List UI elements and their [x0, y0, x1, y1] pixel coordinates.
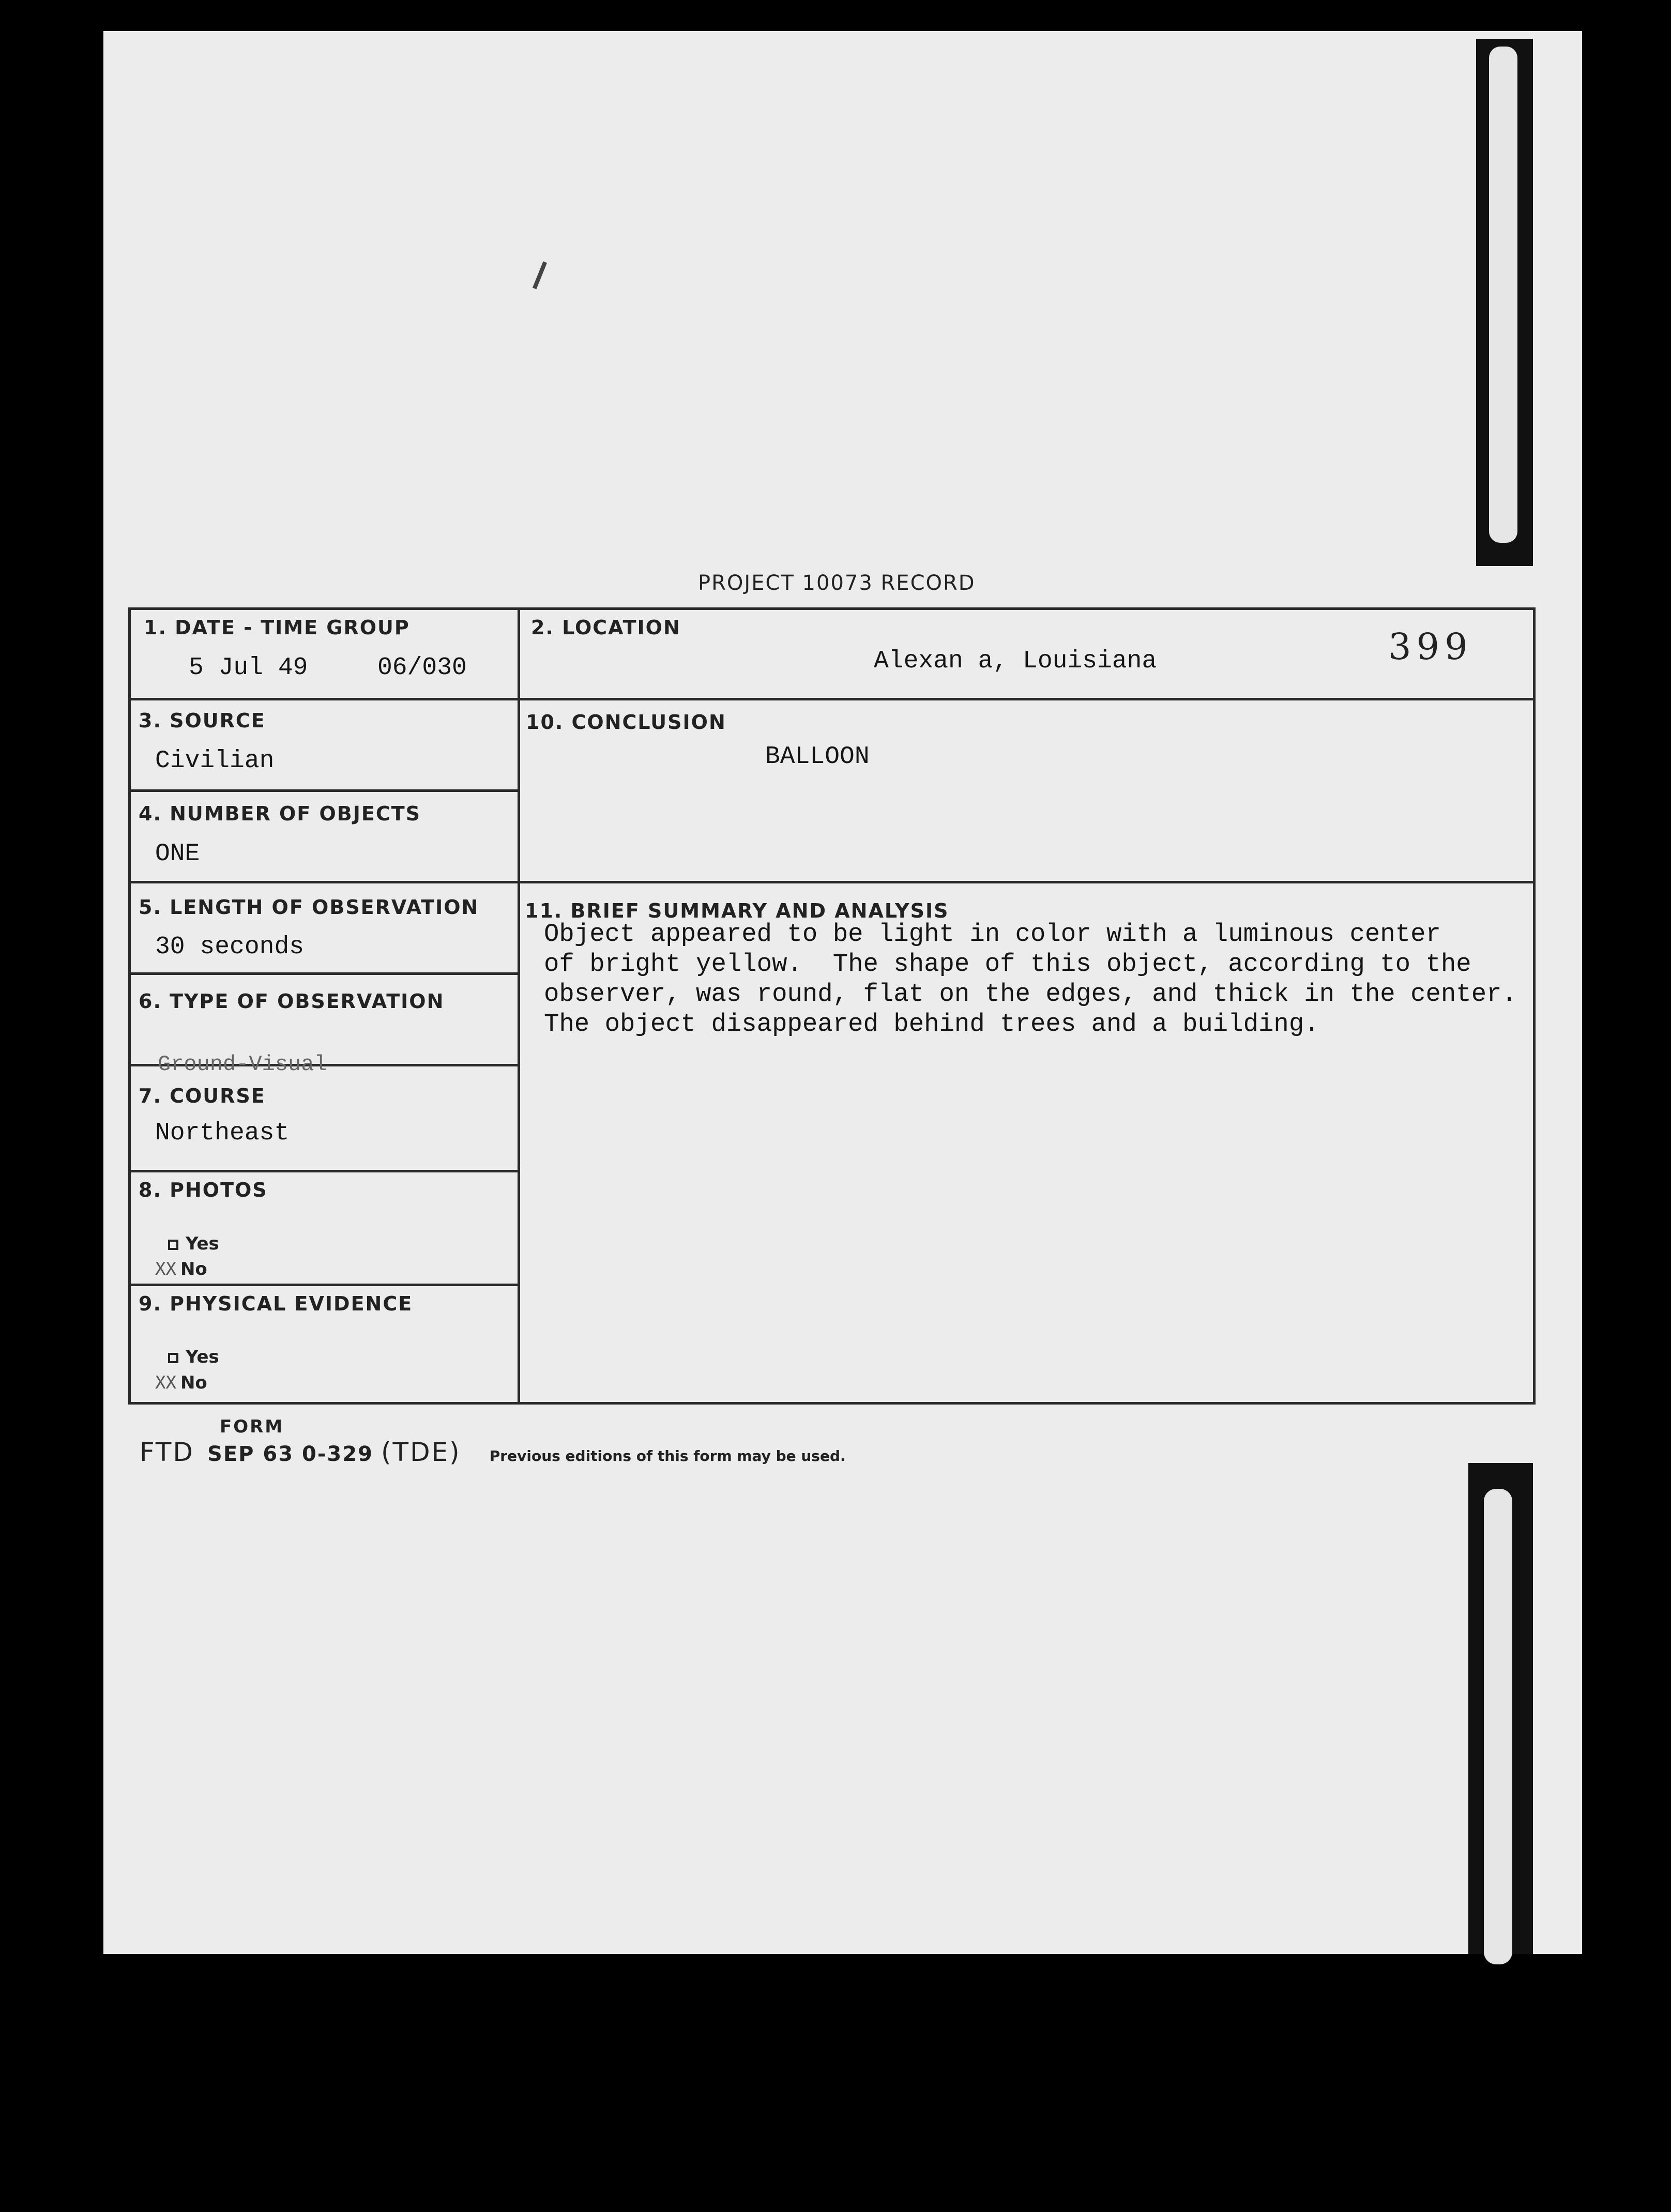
course-box [128, 1064, 520, 1172]
film-edge-top-highlight [1489, 47, 1517, 543]
length-label: 5. LENGTH OF OBSERVATION [139, 896, 479, 919]
source-label: 3. SOURCE [139, 709, 266, 732]
evidence-no-mark: XX [155, 1372, 176, 1393]
handwritten-number: 399 [1388, 626, 1473, 668]
number-of-objects-value: ONE [155, 840, 200, 868]
location-label: 2. LOCATION [531, 616, 681, 639]
physical-evidence-label: 9. PHYSICAL EVIDENCE [139, 1292, 413, 1315]
footer-line [140, 1437, 846, 1467]
conclusion-value: BALLOON [765, 743, 870, 771]
footer-code: FTD [140, 1437, 194, 1467]
time-value: 06/030 [377, 654, 467, 682]
length-value: 30 seconds [155, 933, 305, 961]
photos-no-checkbox [155, 1259, 207, 1279]
date-value: 5 Jul 49 [189, 654, 308, 682]
date-time-label: 1. DATE - TIME GROUP [144, 616, 410, 639]
checkbox-empty-icon [168, 1240, 178, 1250]
photos-no-mark: XX [155, 1259, 176, 1279]
evidence-no-checkbox [155, 1372, 207, 1393]
footer-date-number: SEP 63 0-329 [207, 1442, 373, 1466]
summary-label: 11. BRIEF SUMMARY AND ANALYSIS [525, 899, 949, 922]
photos-yes-checkbox [168, 1233, 219, 1254]
number-of-objects-label: 4. NUMBER OF OBJECTS [139, 802, 421, 825]
photos-no-label: No [180, 1259, 207, 1279]
record-title: PROJECT 10073 RECORD [698, 571, 976, 595]
source-value: Civilian [155, 747, 275, 775]
paper-sheet-lower [129, 1416, 1582, 1954]
conclusion-label: 10. CONCLUSION [526, 711, 726, 734]
footer-office: (TDE) [381, 1437, 461, 1467]
footer-form-word: FORM [220, 1416, 284, 1437]
type-label: 6. TYPE OF OBSERVATION [139, 990, 445, 1013]
location-value: Alexan a, Louisiana [874, 647, 1157, 675]
checkbox-empty-icon [168, 1353, 178, 1363]
photos-yes-label: Yes [186, 1233, 219, 1254]
film-edge-bottom-highlight [1484, 1489, 1512, 1964]
course-label: 7. COURSE [139, 1085, 266, 1107]
evidence-yes-label: Yes [186, 1347, 219, 1367]
type-value: Ground-Visual [158, 1052, 327, 1077]
photos-label: 8. PHOTOS [139, 1179, 268, 1201]
footer-note: Previous editions of this form may be used. [489, 1447, 846, 1465]
summary-text: Object appeared to be light in color with a luminous center of bright yellow. The shape of this object, according to the observer, was round, flat on the edges, and thick in the center. The object disappeared behind trees and a building. [544, 920, 1517, 1039]
course-value: Northeast [155, 1119, 290, 1147]
evidence-yes-checkbox [168, 1347, 219, 1367]
evidence-no-label: No [180, 1372, 207, 1393]
